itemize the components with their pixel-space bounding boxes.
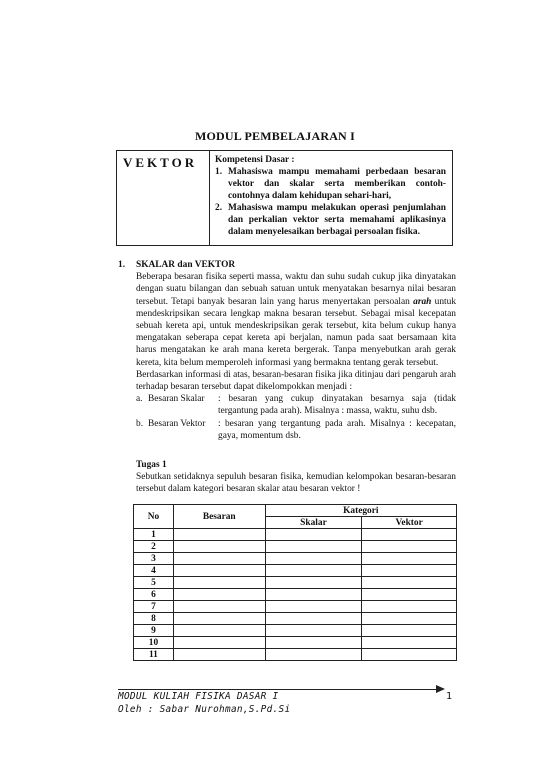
competency-item [215, 166, 446, 202]
vektor-cell[interactable] [362, 553, 457, 565]
paragraph-1-text-b: untuk mendeskripsikan secara lengkap makna besaran tersebut. Sebagai misal kecepatan sebuah kereta api, untuk mendeskripsikan gerak tersebut, kita belum cukup hanya mengatakan seberapa cepat kereta api berjalan, namun pada saat bersamaan kita harus mengatakan ke arah mana kereta bergerak. Tanpa menyebutkan arah gerak kereta, kita belum memperoleh informasi yang bermakna tentang gerak tersebut. [136, 296, 457, 368]
competency-heading: Kompetensi Dasar : [215, 155, 295, 165]
table-body [134, 529, 457, 661]
list-item-label: Besaran Vektor [148, 418, 206, 429]
besaran-cell[interactable] [173, 625, 265, 637]
row-number: 1 [134, 529, 174, 541]
table-row [134, 541, 457, 553]
vektor-cell[interactable] [362, 565, 457, 577]
vektor-cell[interactable] [362, 637, 457, 649]
competency-box [116, 150, 453, 246]
section-heading [118, 259, 456, 271]
section-body [118, 271, 456, 442]
list-item-marker: b. [136, 418, 144, 429]
footer-module-title: MODUL KULIAH FISIKA DASAR I [118, 691, 279, 702]
emphasis-arah: arah [413, 296, 432, 307]
row-number: 2 [134, 541, 174, 553]
list-item-text: : besaran yang tergantung pada arah. Misalnya : kecepatan, gaya, momentum dsb. [218, 418, 456, 441]
skalar-cell[interactable] [265, 637, 362, 649]
table-row [134, 529, 457, 541]
vektor-cell[interactable] [362, 589, 457, 601]
table-row [134, 649, 457, 661]
footer-rule [118, 689, 438, 690]
task-1 [136, 459, 456, 496]
vektor-cell[interactable] [362, 577, 457, 589]
besaran-cell[interactable] [173, 553, 265, 565]
section-number: 1. [118, 260, 126, 270]
besaran-cell[interactable] [173, 577, 265, 589]
row-number: 9 [134, 625, 174, 637]
competency-item-text: Mahasiswa mampu melakukan operasi penjumlahan dan perkalian vektor serta memahami aplikasinya dalam menyelesaikan berbagai persoalan fisika. [228, 203, 446, 237]
competency-item-number: 2. [215, 203, 223, 213]
skalar-cell[interactable] [265, 529, 362, 541]
besaran-cell[interactable] [173, 637, 265, 649]
besaran-cell[interactable] [173, 565, 265, 577]
section-title: SKALAR dan VEKTOR [136, 260, 236, 270]
table-row [134, 565, 457, 577]
table-row [134, 637, 457, 649]
paragraph-1-text-a: Beberapa besaran fisika seperti massa, waktu dan suhu sudah cukup jika dinyatakan dengan suatu bilangan dan sebuah satuan untuk menyatakan besarnya nilai besaran tersebut. Tetapi banyak besaran lain yang harus menyertakan persoalan [136, 272, 456, 307]
header-vektor: Vektor [362, 517, 457, 529]
answer-table [133, 504, 457, 661]
header-kategori: Kategori [265, 505, 456, 517]
paragraph-1 [136, 271, 456, 369]
vektor-cell[interactable] [362, 625, 457, 637]
header-skalar: Skalar [265, 517, 362, 529]
list-item-marker: a. [136, 394, 143, 405]
skalar-cell[interactable] [265, 613, 362, 625]
header-no: No [134, 505, 174, 529]
skalar-cell[interactable] [265, 553, 362, 565]
skalar-cell[interactable] [265, 601, 362, 613]
row-number: 7 [134, 601, 174, 613]
page-title: MODUL PEMBELAJARAN I [194, 129, 355, 143]
vektor-cell[interactable] [362, 649, 457, 661]
list-item [136, 418, 456, 442]
table-row [134, 553, 457, 565]
list-item-label: Besaran Skalar [148, 394, 205, 405]
vektor-cell[interactable] [362, 541, 457, 553]
table-row [134, 589, 457, 601]
row-number: 8 [134, 613, 174, 625]
row-number: 11 [134, 649, 174, 661]
task-heading: Tugas 1 [136, 460, 167, 470]
besaran-cell[interactable] [173, 601, 265, 613]
footer-author: Oleh : Sabar Nurohman,S.Pd.Si [118, 704, 291, 715]
competency-item-number: 1. [215, 167, 223, 177]
list-item-text: : besaran yang cukup dinyatakan besarnya saja (tidak tergantung pada arah). Misalnya : massa, waktu, suhu dsb. [218, 394, 456, 417]
skalar-cell[interactable] [265, 577, 362, 589]
vektor-cell[interactable] [362, 601, 457, 613]
skalar-cell[interactable] [265, 649, 362, 661]
competency-item-text: Mahasiswa mampu memahami perbedaan besaran vektor dan skalar serta memberikan contoh-contohnya dalam kehidupan sehari-hari, [228, 167, 446, 201]
competency-content [210, 151, 452, 245]
header-besaran: Besaran [173, 505, 265, 529]
besaran-cell[interactable] [173, 613, 265, 625]
competency-topic: VEKTOR [117, 151, 210, 245]
paragraph-2: Berdasarkan informasi di atas, besaran-besaran fisika jika ditinjau dari pengaruh arah terhadap besaran tersebut dapat dikelompokkan menjadi : [136, 369, 456, 393]
arrow-icon [436, 685, 445, 693]
skalar-cell[interactable] [265, 565, 362, 577]
skalar-cell[interactable] [265, 625, 362, 637]
besaran-cell[interactable] [173, 649, 265, 661]
skalar-cell[interactable] [265, 541, 362, 553]
row-number: 5 [134, 577, 174, 589]
table-row [134, 601, 457, 613]
row-number: 10 [134, 637, 174, 649]
task-body: Sebutkan setidaknya sepuluh besaran fisika, kemudian kelompokan besaran-besaran tersebut dalam kategori besaran skalar atau besaran vektor ! [136, 472, 456, 495]
skalar-cell[interactable] [265, 589, 362, 601]
besaran-cell[interactable] [173, 589, 265, 601]
besaran-cell[interactable] [173, 529, 265, 541]
vektor-cell[interactable] [362, 529, 457, 541]
vektor-cell[interactable] [362, 613, 457, 625]
besaran-cell[interactable] [173, 541, 265, 553]
row-number: 6 [134, 589, 174, 601]
competency-item [215, 202, 446, 238]
row-number: 4 [134, 565, 174, 577]
section-skalar-vektor [118, 259, 456, 442]
table-row [134, 613, 457, 625]
list-item [136, 393, 456, 417]
table-row [134, 577, 457, 589]
table-row [134, 625, 457, 637]
page-number: 1 [446, 691, 453, 702]
row-number: 3 [134, 553, 174, 565]
